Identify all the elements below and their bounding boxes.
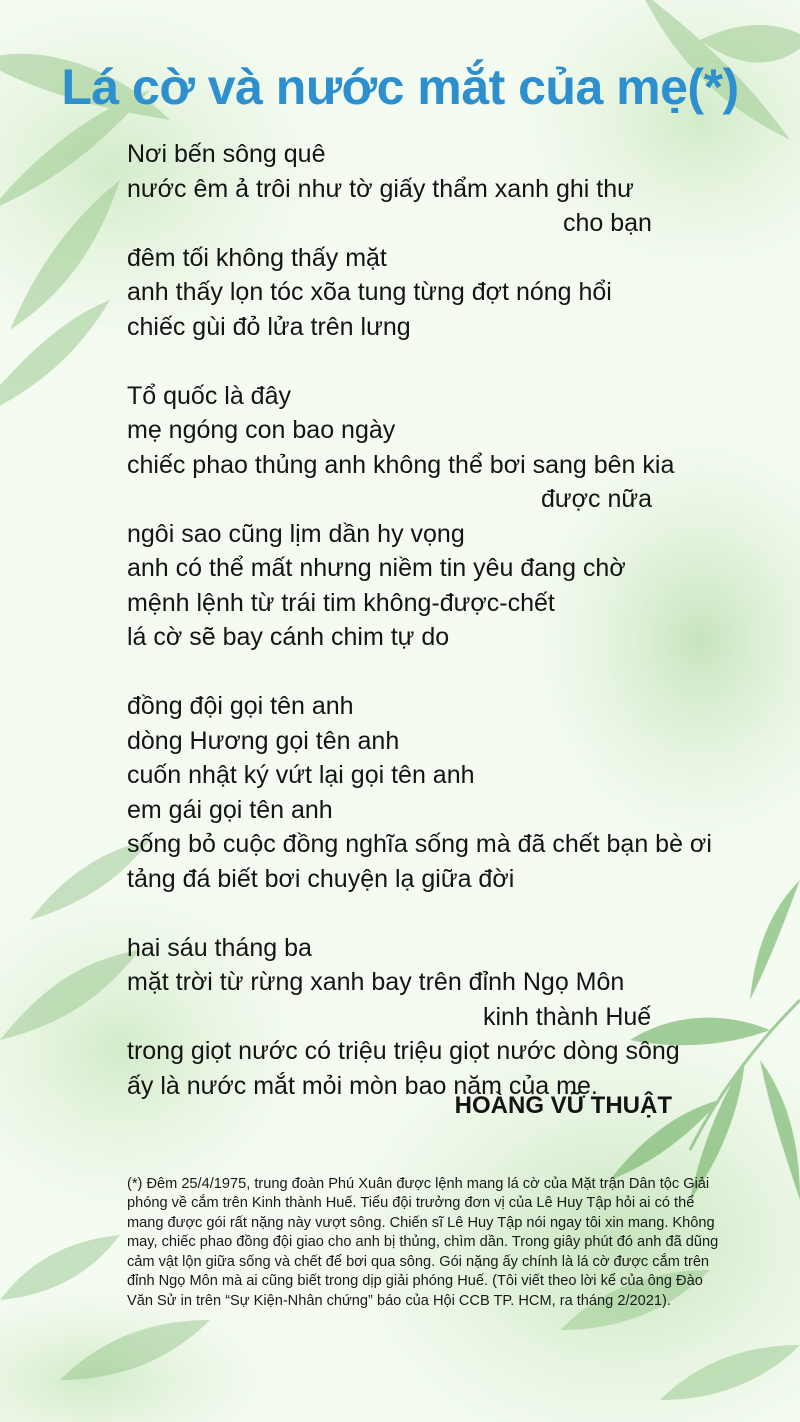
poem-line: anh thấy lọn tóc xõa tung từng đợt nóng hổi [127,278,612,306]
poem-line: lá cờ sẽ bay cánh chim tự do [127,623,450,651]
poem-line: đồng đội gọi tên anh [127,692,354,720]
author-name: HOÀNG VŨ THUẬT [454,1092,672,1119]
poem-line: dòng Hương gọi tên anh [127,726,400,755]
poem-line: mệnh lệnh từ trái tim không-được-chết [127,588,555,617]
poem-line: chiếc phao thủng anh không thể bơi sang bên kia [127,450,675,479]
poem-line: nước êm ả trôi như tờ giấy thẩm xanh ghi thư [127,174,634,203]
poem-line: ngôi sao cũng lịm dần hy vọng [127,519,465,548]
poem-line: cuốn nhật ký vứt lại gọi tên anh [127,761,475,789]
stanza-break [127,344,777,379]
poem-line: kinh thành Huế [483,1002,652,1031]
poem-line: đêm tối không thấy mặt [127,243,387,272]
stanza-break [127,655,777,690]
poem-line: mẹ ngóng con bao ngày [127,416,396,444]
poem-line: ấy là nước mắt mỏi mòn bao năm của mẹ. [127,1071,598,1100]
stanza-break [127,896,777,931]
poem-title: Lá cờ và nước mắt của mẹ(*) [61,59,739,115]
poem-body [127,137,777,1103]
poem-line: hai sáu tháng ba [127,933,312,962]
poem-line: được nữa [541,485,653,513]
poem-line: sống bỏ cuộc đồng nghĩa sống mà đã chết bạn bè ơi [127,830,712,858]
poem-line: Nơi bến sông quê [127,140,326,168]
poem-line: trong giọt nước có triệu triệu giọt nước dòng sông [127,1037,680,1065]
poem-line: chiếc gùi đỏ lửa trên lưng [127,312,411,341]
footnote: (*) Đêm 25/4/1975, trung đoàn Phú Xuân được lệnh mang lá cờ của Mặt trận Dân tộc Giải phóng về cắm trên Kinh thành Huế. Tiểu đội trưởng đơn vị của Lê Huy Tập hỏi ai có thể mang được gói rất nặng này vượt sông. Chiến sĩ Lê Huy Tập nói ngay tôi xin mang. Không may, chiếc phao đồng đội giao cho anh bị thủng, chìm dần. Trong giây phút đó anh đã dũng cảm vật lộn giữa sống và chết để bơi qua sông. Gói nặng ấy chính là lá cờ được cắm trên đỉnh Ngọ Môn mà ai cũng biết trong dịp giải phóng Huế. (Tôi viết theo lời kể của ông Đào Văn Sử in trên “Sự Kiện-Nhân chứng” báo của Hội CCB TP. HCM, ra tháng 2/2021). [127,1175,719,1309]
poem-line: Tổ quốc là đây [127,381,291,410]
poem-line: tảng đá biết bơi chuyện lạ giữa đời [127,864,515,893]
poem-line: cho bạn [563,209,652,237]
poem-line: anh có thể mất nhưng niềm tin yêu đang chờ [127,554,626,582]
poem-line: mặt trời từ rừng xanh bay trên đỉnh Ngọ Môn [127,968,625,996]
poem-line: em gái gọi tên anh [127,795,333,824]
